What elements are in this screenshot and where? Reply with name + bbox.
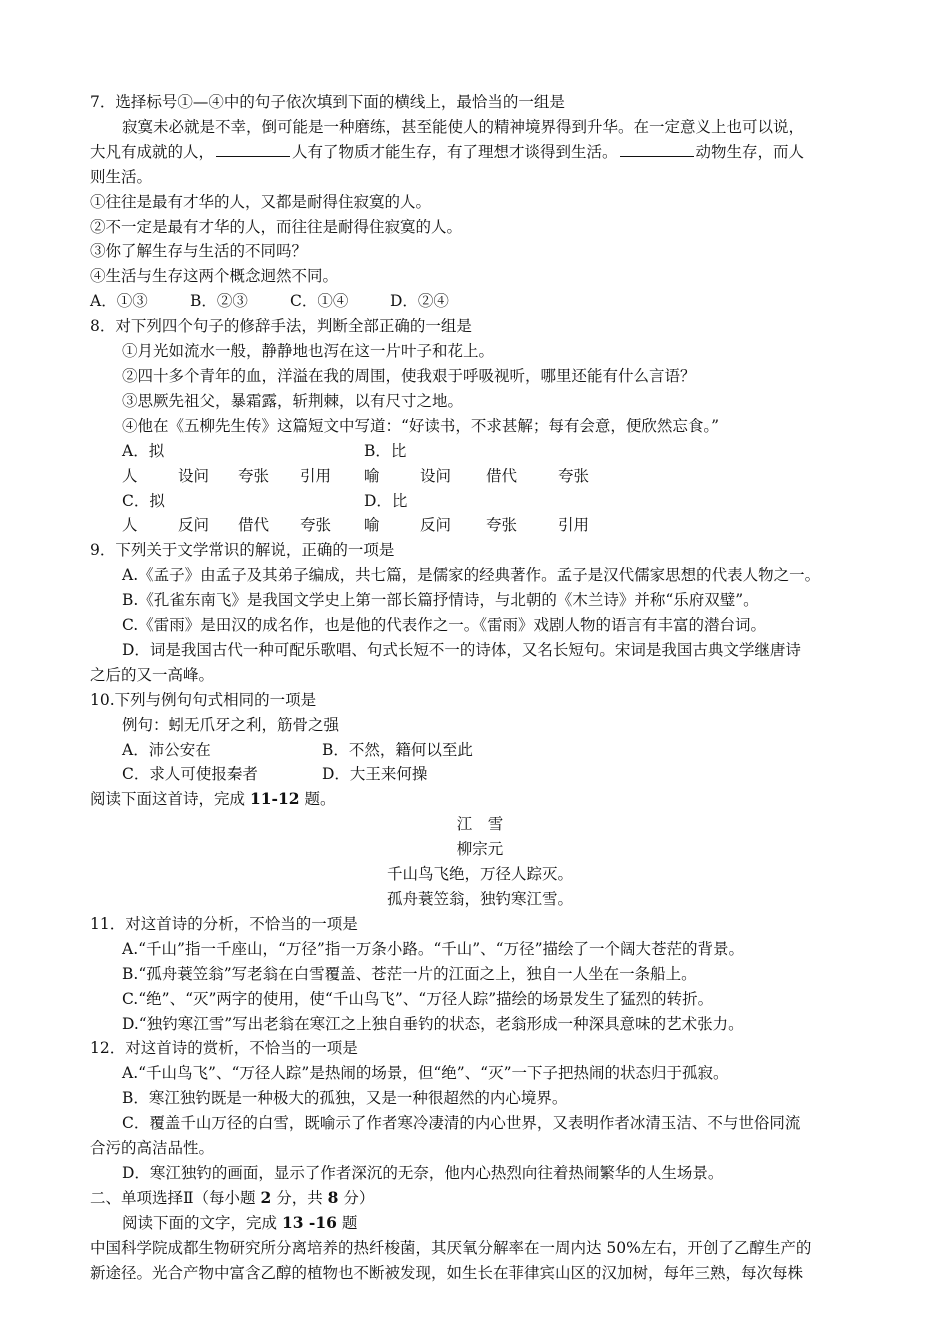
section-2-text: 二、单项选择Ⅱ（每小题 [90,1188,261,1207]
q11-option-a: A.“千山”指一千座山，“万径”指一万条小路。“千山”、“万径”描绘了一个阔大苍茫的背景。 [122,939,745,958]
passage-instruction [90,1211,870,1236]
q8-cell: D．比喻 [364,491,408,535]
passage-line-2: 新途径。光合产物中富含乙醇的植物也不断被发现，如生长在菲律宾山区的汉加树，每年三熟，每次每株 [90,1263,804,1282]
q7-sentence-3: ③你了解生存与生活的不同吗？ [90,242,308,261]
q12-stem: 12．对这首诗的赏析，不恰当的一项是 [90,1039,358,1058]
q7-text-b: 人有了物质才能生存，有了理想才谈得到生活。 [292,142,618,161]
q11-option-d: D.“独钓寒江雪”写出老翁在寒江之上独自垂钓的状态，老翁形成一种深具意味的艺术张力。 [122,1014,744,1033]
q11-stem: 11．对这首诗的分析，不恰当的一项是 [90,914,358,933]
q8-sentence-1: ①月光如流水一般，静静地也泻在这一片叶子和花上。 [122,342,495,361]
q7-sentence-1: ①往往是最有才华的人，又都是耐得住寂寞的人。 [90,192,432,211]
blank-1 [216,142,290,157]
q7-option-c: C．①④ [290,292,349,311]
poem-line-2: 孤舟蓑笠翁，独钓寒江雪。 [386,890,573,908]
q8-cell: 反问 [420,516,452,535]
passage-instruction-end: 题 [336,1213,358,1232]
section-2-text-end: 分） [338,1188,375,1207]
q8-stem: 8．对下列四个句子的修辞手法，判断全部正确的一组是 [90,317,472,336]
q7-option-b: B．②③ [190,292,248,311]
q8-cell: 夸张 [486,516,518,535]
q8-cell: 借代 [238,516,270,535]
q7-option-a: A．①③ [90,292,148,311]
section-2-heading [90,1186,870,1211]
passage-instruction-text: 阅读下面的文字，完成 [122,1213,282,1232]
section-2-text-mid: 分，共 [271,1188,328,1207]
poem-line-1: 千山鸟飞绝，万径人踪灭。 [386,865,573,884]
q10-example: 例句：蚓无爪牙之利，筋骨之强 [122,715,340,734]
q8-sentence-4: ④他在《五柳先生传》这篇短文中写道：“好读书，不求甚解；每有会意，便欣然忘食。” [122,416,720,435]
q7-text-a: 大凡有成就的人， [90,142,215,161]
q10-options-row2 [90,762,870,787]
q9-option-d: D．词是我国古代一种可配乐歌唱、句式长短不一的诗体，又名长短句。宋词是我国古典文学继唐诗 [122,640,801,659]
q8-cell: B．比喻 [364,441,407,485]
q11-option-c: C.“绝”、“灭”两字的使用，使“千山鸟飞”、“万径人踪”描绘的场景发生了猛烈的转折。 [122,989,714,1008]
q8-cell: 反问 [178,516,210,535]
passage-line-1: 中国科学院成都生物研究所分离培养的热纤梭菌，其厌氧分解率在一周内达 50%左右，开创了乙醇生产的 [90,1238,812,1257]
q7-options [90,289,870,314]
q9-option-a: A.《孟子》由孟子及其弟子编成，共七篇，是儒家的经典著作。孟子是汉代儒家思想的代表人物之一。 [122,566,821,585]
q10-option-a: A．沛公安在 [122,740,211,759]
q8-cell: A．拟人 [122,441,165,485]
q7-option-d: D．②④ [390,292,449,311]
q8-options-row2 [90,489,870,539]
q12-option-a: A.“千山鸟飞”、“万径人踪”是热闹的场景，但“绝”、“灭”一下子把热闹的状态归于孤寂。 [122,1064,729,1083]
q9-option-b: B.《孔雀东南飞》是我国文学史上第一部长篇抒情诗，与北朝的《木兰诗》并称“乐府双璧”。 [122,591,759,610]
q8-cell: 夸张 [558,466,590,485]
q8-cell: 夸张 [300,516,332,535]
q9-option-d-cont: 之后的又一高峰。 [90,665,215,684]
blank-2 [620,142,694,157]
section-2-points-each: 2 [260,1187,272,1207]
q9-option-c: C.《雷雨》是田汉的成名作，也是他的代表作之一。《雷雨》戏剧人物的语言有丰富的潜台词。 [122,616,766,635]
q7-text-c: 动物生存，而人 [695,142,805,161]
poem-question-range: 11-12 [249,789,300,809]
q8-options-row1 [90,439,870,489]
poem-instruction-text: 阅读下面这首诗，完成 [90,790,250,809]
q11-option-b: B.“孤舟蓑笠翁”写老翁在白雪覆盖、苍茫一片的江面之上，独自一人坐在一条船上。 [122,964,697,983]
q7-passage-line3: 则生活。 [90,167,153,186]
q10-option-c: C．求人可使报秦者 [122,765,258,784]
q8-cell: 设问 [420,466,452,485]
q7-sentence-2: ②不一定是最有才华的人，而往往是耐得住寂寞的人。 [90,217,463,236]
passage-question-range: 13 -16 [281,1212,337,1232]
q8-sentence-3: ③思厥先祖父，暴霜露，斩荆棘，以有尺寸之地。 [122,391,464,410]
q10-option-b: B．不然，籍何以至此 [322,740,473,759]
q12-option-c: C．覆盖千山万径的白雪，既喻示了作者寒冷凄清的内心世界，又表明作者冰清玉洁、不与世俗同流 [122,1114,801,1133]
q12-option-d: D．寒江独钓的画面，显示了作者深沉的无奈，他内心热烈向往着热闹繁华的人生场景。 [122,1163,724,1182]
poem-instruction [90,787,870,812]
q7-sentence-4: ④生活与生存这两个概念迥然不同。 [90,267,339,286]
q7-passage-line1: 寂寞未必就是不幸，倒可能是一种磨练，甚至能使人的精神境界得到升华。在一定意义上也可以说， [122,117,805,136]
q10-stem: 10.下列与例句句式相同的一项是 [90,690,317,709]
q7-stem: 7．选择标号①—④中的句子依次填到下面的横线上，最恰当的一组是 [90,93,565,111]
section-2-points-total: 8 [327,1187,339,1207]
q10-options-row1 [90,738,870,763]
q8-cell: 借代 [486,466,518,485]
poem-author: 柳宗元 [456,840,504,859]
q8-sentence-2: ②四十多个青年的血，洋溢在我的周围，使我艰于呼吸视听，哪里还能有什么言语？ [122,366,696,385]
q8-cell: 设问 [178,466,210,485]
poem-instruction-end: 题。 [299,790,336,809]
q9-stem: 9．下列关于文学常识的解说，正确的一项是 [90,541,395,560]
poem-title: 江 雪 [456,815,504,834]
q8-cell: 引用 [300,466,332,485]
q7-passage-line2 [90,140,870,165]
q8-cell: C．拟人 [122,491,165,535]
q12-option-b: B．寒江独钓既是一种极大的孤独，又是一种很超然的内心境界。 [122,1089,568,1108]
q12-option-c-cont: 合污的高洁品性。 [90,1139,215,1158]
q8-cell: 引用 [558,516,590,535]
q8-cell: 夸张 [238,466,270,485]
q10-option-d: D．大王来何操 [322,765,428,784]
exam-page [90,90,870,1286]
